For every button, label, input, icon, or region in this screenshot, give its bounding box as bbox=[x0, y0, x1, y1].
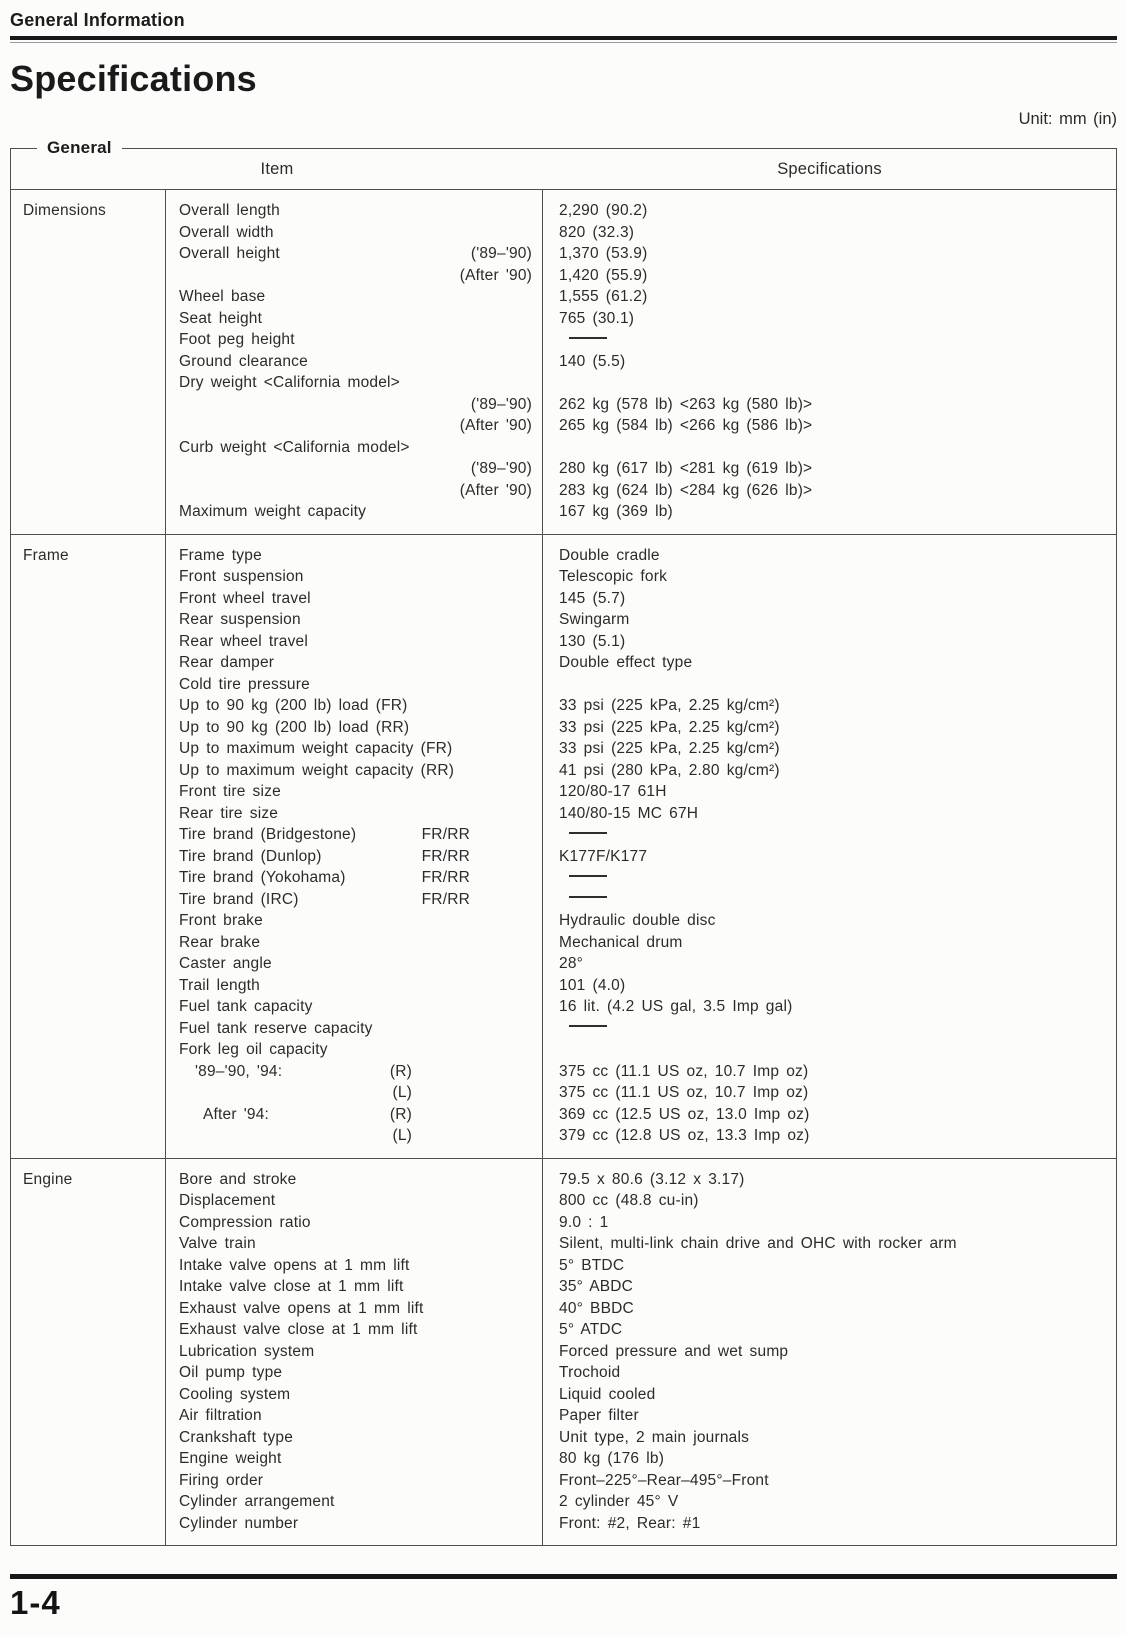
spec-line: 145 (5.7) bbox=[559, 589, 626, 607]
item-text: Ground clearance bbox=[179, 352, 308, 370]
item-line bbox=[179, 308, 542, 330]
category-label: Dimensions bbox=[23, 202, 106, 219]
item-text: Up to 90 kg (200 lb) load (RR) bbox=[179, 718, 410, 736]
page-header-title: General Information bbox=[10, 10, 185, 30]
item-line bbox=[179, 329, 542, 351]
spec-line: 120/80-17 61H bbox=[559, 783, 667, 800]
item-line bbox=[179, 1298, 542, 1320]
table-body bbox=[11, 190, 1116, 1545]
category-cell bbox=[11, 190, 166, 534]
item-line bbox=[179, 1405, 542, 1427]
item-line bbox=[179, 265, 542, 287]
item-line bbox=[179, 932, 542, 954]
spec-line: 375 cc (11.1 US oz, 10.7 Imp oz) bbox=[559, 1062, 809, 1080]
item-text: Overall width bbox=[179, 223, 274, 241]
spec-line: 140 (5.5) bbox=[559, 352, 626, 370]
item-text: Wheel base bbox=[179, 288, 266, 305]
spec-line: 5° ATDC bbox=[559, 1321, 623, 1338]
table-section-dimensions bbox=[11, 190, 1116, 534]
column-header-spec: Specifications bbox=[777, 159, 882, 178]
item-text: Front tire size bbox=[179, 783, 281, 800]
spec-line: 283 kg (624 lb) <284 kg (626 lb)> bbox=[559, 481, 813, 499]
item-text: Exhaust valve opens at 1 mm lift bbox=[179, 1299, 424, 1317]
item-line bbox=[179, 953, 542, 975]
spec-line: 79.5 x 80.6 (3.12 x 3.17) bbox=[559, 1170, 745, 1188]
item-line bbox=[179, 803, 542, 825]
page-title: Specifications bbox=[10, 58, 257, 99]
item-line bbox=[179, 996, 542, 1018]
spec-line: Front–225°–Rear–495°–Front bbox=[559, 1471, 769, 1489]
spec-line: Telescopic fork bbox=[559, 568, 668, 585]
item-line bbox=[179, 458, 542, 480]
no-spec-dash bbox=[569, 832, 607, 834]
spec-line: 265 kg (584 lb) <266 kg (586 lb)> bbox=[559, 417, 813, 434]
item-text: Rear tire size bbox=[179, 804, 279, 822]
item-text: Rear brake bbox=[179, 933, 261, 951]
item-sub-label: (After '90) bbox=[459, 266, 532, 284]
item-line bbox=[179, 243, 542, 265]
item-line bbox=[179, 1082, 542, 1104]
item-line bbox=[179, 1039, 542, 1061]
item-line bbox=[179, 1341, 542, 1363]
item-line bbox=[179, 1255, 542, 1277]
item-line bbox=[179, 480, 542, 502]
item-line bbox=[179, 1470, 542, 1492]
item-text: Up to 90 kg (200 lb) load (FR) bbox=[179, 697, 408, 714]
item-line bbox=[179, 1018, 542, 1040]
spec-line: 262 kg (578 lb) <263 kg (580 lb)> bbox=[559, 395, 813, 413]
page-number: 1-4 bbox=[10, 1584, 61, 1621]
item-line bbox=[179, 867, 542, 889]
spec-line: 375 cc (11.1 US oz, 10.7 Imp oz) bbox=[559, 1084, 809, 1101]
item-sub-label: (L) bbox=[392, 1084, 412, 1101]
item-sub-label: (L) bbox=[392, 1127, 412, 1144]
spec-line: Mechanical drum bbox=[559, 933, 683, 951]
spec-column bbox=[543, 1159, 1116, 1546]
item-text bbox=[179, 1125, 186, 1147]
item-text: Curb weight <California model> bbox=[179, 438, 410, 456]
item-text bbox=[179, 265, 186, 287]
item-line bbox=[179, 1169, 542, 1191]
item-text: Fuel tank reserve capacity bbox=[179, 1019, 373, 1037]
item-line bbox=[179, 846, 542, 868]
spec-line: 765 (30.1) bbox=[559, 309, 635, 327]
unit-note: Unit: mm (in) bbox=[1018, 110, 1117, 128]
spec-line: 280 kg (617 lb) <281 kg (619 lb)> bbox=[559, 460, 813, 477]
spec-line bbox=[559, 824, 1116, 846]
spec-line bbox=[559, 889, 1116, 911]
item-text: Cooling system bbox=[179, 1385, 291, 1403]
item-text: Intake valve opens at 1 mm lift bbox=[179, 1256, 410, 1274]
spec-line bbox=[559, 372, 1116, 394]
item-line bbox=[179, 222, 542, 244]
item-text: Air filtration bbox=[179, 1407, 262, 1424]
item-text: Tire brand (Bridgestone) bbox=[179, 826, 357, 843]
spec-line: Double effect type bbox=[559, 654, 693, 671]
item-text: Firing order bbox=[179, 1471, 264, 1489]
spec-line: 800 cc (48.8 cu-in) bbox=[559, 1192, 699, 1209]
spec-line: 16 lit. (4.2 US gal, 3.5 Imp gal) bbox=[559, 998, 793, 1015]
spec-line: 33 psi (225 kPa, 2.25 kg/cm²) bbox=[559, 740, 780, 757]
spec-line: 1,420 (55.9) bbox=[559, 266, 648, 284]
spec-line: 28° bbox=[559, 955, 584, 972]
item-text: Displacement bbox=[179, 1192, 276, 1209]
category-cell bbox=[11, 535, 166, 1158]
item-text: Oil pump type bbox=[179, 1364, 283, 1381]
item-text bbox=[179, 480, 186, 502]
item-line bbox=[179, 1319, 542, 1341]
spec-line: 33 psi (225 kPa, 2.25 kg/cm²) bbox=[559, 697, 780, 714]
item-text: Rear wheel travel bbox=[179, 632, 309, 650]
item-text: Overall length bbox=[179, 202, 280, 219]
item-text: Cylinder arrangement bbox=[179, 1493, 335, 1510]
item-sub-label: FR/RR bbox=[421, 869, 470, 886]
spec-line: Forced pressure and wet sump bbox=[559, 1342, 789, 1360]
item-line bbox=[179, 1427, 542, 1449]
spec-line: Silent, multi-link chain drive and OHC with rocker arm bbox=[559, 1235, 957, 1252]
item-text bbox=[179, 415, 186, 437]
spec-line bbox=[559, 674, 1116, 696]
item-line bbox=[179, 975, 542, 997]
spec-line: Unit type, 2 main journals bbox=[559, 1428, 750, 1446]
item-line bbox=[179, 717, 542, 739]
item-line bbox=[179, 781, 542, 803]
item-line bbox=[179, 631, 542, 653]
item-text: Exhaust valve close at 1 mm lift bbox=[179, 1321, 418, 1338]
spec-line: 33 psi (225 kPa, 2.25 kg/cm²) bbox=[559, 718, 780, 736]
spec-line: Swingarm bbox=[559, 611, 630, 628]
no-spec-dash bbox=[569, 337, 607, 339]
item-text: Cold tire pressure bbox=[179, 675, 310, 693]
item-sub-label: FR/RR bbox=[421, 826, 470, 843]
spec-line: 140/80-15 MC 67H bbox=[559, 804, 699, 822]
item-sub-label: FR/RR bbox=[421, 847, 470, 865]
header-rule bbox=[10, 36, 1117, 43]
spec-line: Trochoid bbox=[559, 1364, 621, 1381]
spec-line bbox=[559, 1039, 1116, 1061]
item-line bbox=[179, 394, 542, 416]
item-text: Frame type bbox=[179, 546, 262, 564]
item-line bbox=[179, 501, 542, 523]
spec-line: 80 kg (176 lb) bbox=[559, 1450, 665, 1467]
item-line bbox=[179, 1125, 542, 1147]
item-line bbox=[179, 437, 542, 459]
item-line bbox=[179, 1104, 542, 1126]
spec-line: 101 (4.0) bbox=[559, 976, 626, 994]
item-text: Fuel tank capacity bbox=[179, 998, 313, 1015]
item-line bbox=[179, 1384, 542, 1406]
item-text bbox=[179, 394, 186, 416]
item-sub-label: (R) bbox=[389, 1105, 412, 1123]
item-text: Front brake bbox=[179, 912, 263, 929]
item-text: Tire brand (Yokohama) bbox=[179, 869, 346, 886]
item-line bbox=[179, 1061, 542, 1083]
item-text: Rear suspension bbox=[179, 611, 301, 628]
item-text: Front wheel travel bbox=[179, 589, 311, 607]
item-text: Overall height bbox=[179, 245, 280, 262]
item-text: Lubrication system bbox=[179, 1342, 315, 1360]
table-section-engine bbox=[11, 1158, 1116, 1546]
item-sub-label: ('89–'90) bbox=[470, 395, 532, 413]
general-spec-table bbox=[10, 138, 1117, 1546]
item-sub-label: ('89–'90) bbox=[470, 460, 532, 477]
item-line bbox=[179, 588, 542, 610]
spec-line: 1,555 (61.2) bbox=[559, 288, 648, 305]
item-text: Dry weight <California model> bbox=[179, 374, 400, 391]
item-line bbox=[179, 415, 542, 437]
spec-line: Liquid cooled bbox=[559, 1385, 656, 1403]
page-footer bbox=[10, 1574, 1117, 1622]
item-text: Maximum weight capacity bbox=[179, 503, 367, 520]
item-text: Caster angle bbox=[179, 955, 272, 972]
item-line bbox=[179, 372, 542, 394]
item-text: Up to maximum weight capacity (RR) bbox=[179, 761, 455, 779]
item-line bbox=[179, 351, 542, 373]
spec-line: 35° ABDC bbox=[559, 1278, 634, 1295]
spec-line: 2,290 (90.2) bbox=[559, 202, 648, 219]
no-spec-dash bbox=[569, 896, 607, 898]
spec-line: 820 (32.3) bbox=[559, 223, 635, 241]
item-text: After '94: bbox=[203, 1105, 270, 1123]
spec-line: 379 cc (12.8 US oz, 13.3 Imp oz) bbox=[559, 1127, 810, 1144]
spec-line: 41 psi (280 kPa, 2.80 kg/cm²) bbox=[559, 761, 780, 779]
item-line bbox=[179, 1448, 542, 1470]
column-header-item: Item bbox=[260, 159, 294, 178]
table-section-frame bbox=[11, 534, 1116, 1158]
spec-line bbox=[559, 437, 1116, 459]
spec-column bbox=[543, 535, 1116, 1158]
item-line bbox=[179, 1212, 542, 1234]
spec-line: Front: #2, Rear: #1 bbox=[559, 1514, 701, 1532]
spec-line: 5° BTDC bbox=[559, 1256, 625, 1274]
item-line bbox=[179, 674, 542, 696]
item-sub-label: FR/RR bbox=[421, 890, 470, 908]
item-line bbox=[179, 889, 542, 911]
spec-column bbox=[543, 190, 1116, 534]
item-line bbox=[179, 1513, 542, 1535]
item-text bbox=[179, 458, 186, 480]
item-line bbox=[179, 824, 542, 846]
item-text: Intake valve close at 1 mm lift bbox=[179, 1278, 404, 1295]
item-line bbox=[179, 760, 542, 782]
item-text: Valve train bbox=[179, 1235, 256, 1252]
category-label: Frame bbox=[23, 546, 69, 564]
spec-line: K177F/K177 bbox=[559, 847, 648, 865]
table-header-row bbox=[11, 149, 1116, 190]
no-spec-dash bbox=[569, 1025, 607, 1027]
item-text: Engine weight bbox=[179, 1450, 282, 1467]
no-spec-dash bbox=[569, 875, 607, 877]
item-line bbox=[179, 1491, 542, 1513]
item-text: Cylinder number bbox=[179, 1514, 299, 1532]
item-line bbox=[179, 200, 542, 222]
item-text bbox=[179, 1082, 186, 1104]
item-sub-label: (After '90) bbox=[459, 417, 532, 434]
item-text: Rear damper bbox=[179, 654, 275, 671]
item-line bbox=[179, 738, 542, 760]
spec-line: 1,370 (53.9) bbox=[559, 245, 648, 262]
item-sub-label: (After '90) bbox=[459, 481, 532, 499]
item-sub-label: ('89–'90) bbox=[470, 245, 532, 262]
spec-line: 167 kg (369 lb) bbox=[559, 503, 673, 520]
item-text: Compression ratio bbox=[179, 1213, 311, 1231]
spec-line bbox=[559, 1018, 1116, 1040]
item-line bbox=[179, 695, 542, 717]
item-text: Up to maximum weight capacity (FR) bbox=[179, 740, 453, 757]
footer-rule bbox=[10, 1574, 1117, 1579]
spec-line: 9.0 : 1 bbox=[559, 1213, 609, 1231]
item-sub-label: (R) bbox=[389, 1062, 412, 1080]
spec-line bbox=[559, 867, 1116, 889]
spec-line: Paper filter bbox=[559, 1407, 639, 1424]
table-legend: General bbox=[37, 137, 122, 159]
item-column bbox=[166, 190, 543, 534]
spec-line: 40° BBDC bbox=[559, 1299, 634, 1317]
item-text: Fork leg oil capacity bbox=[179, 1041, 328, 1058]
spec-line: 369 cc (12.5 US oz, 13.0 Imp oz) bbox=[559, 1105, 810, 1123]
item-line bbox=[179, 1276, 542, 1298]
item-line bbox=[179, 652, 542, 674]
item-text: Tire brand (IRC) bbox=[179, 890, 299, 908]
item-line bbox=[179, 609, 542, 631]
item-line bbox=[179, 545, 542, 567]
item-text: '89–'90, '94: bbox=[195, 1062, 283, 1080]
spec-line: Hydraulic double disc bbox=[559, 912, 716, 929]
item-text: Front suspension bbox=[179, 568, 304, 585]
category-cell bbox=[11, 1159, 166, 1546]
item-text: Seat height bbox=[179, 309, 263, 327]
spec-line: 2 cylinder 45° V bbox=[559, 1493, 679, 1510]
spec-line: Double cradle bbox=[559, 546, 660, 564]
spec-line bbox=[559, 329, 1116, 351]
item-text: Foot peg height bbox=[179, 331, 295, 348]
item-text: Tire brand (Dunlop) bbox=[179, 847, 322, 865]
item-column bbox=[166, 535, 543, 1158]
item-text: Crankshaft type bbox=[179, 1428, 294, 1446]
item-line bbox=[179, 1233, 542, 1255]
item-text: Bore and stroke bbox=[179, 1170, 297, 1188]
item-line bbox=[179, 566, 542, 588]
item-line bbox=[179, 1190, 542, 1212]
item-line bbox=[179, 1362, 542, 1384]
item-line bbox=[179, 286, 542, 308]
item-column bbox=[166, 1159, 543, 1546]
item-text: Trail length bbox=[179, 976, 260, 994]
item-line bbox=[179, 910, 542, 932]
category-label: Engine bbox=[23, 1170, 73, 1188]
spec-line: 130 (5.1) bbox=[559, 632, 626, 650]
